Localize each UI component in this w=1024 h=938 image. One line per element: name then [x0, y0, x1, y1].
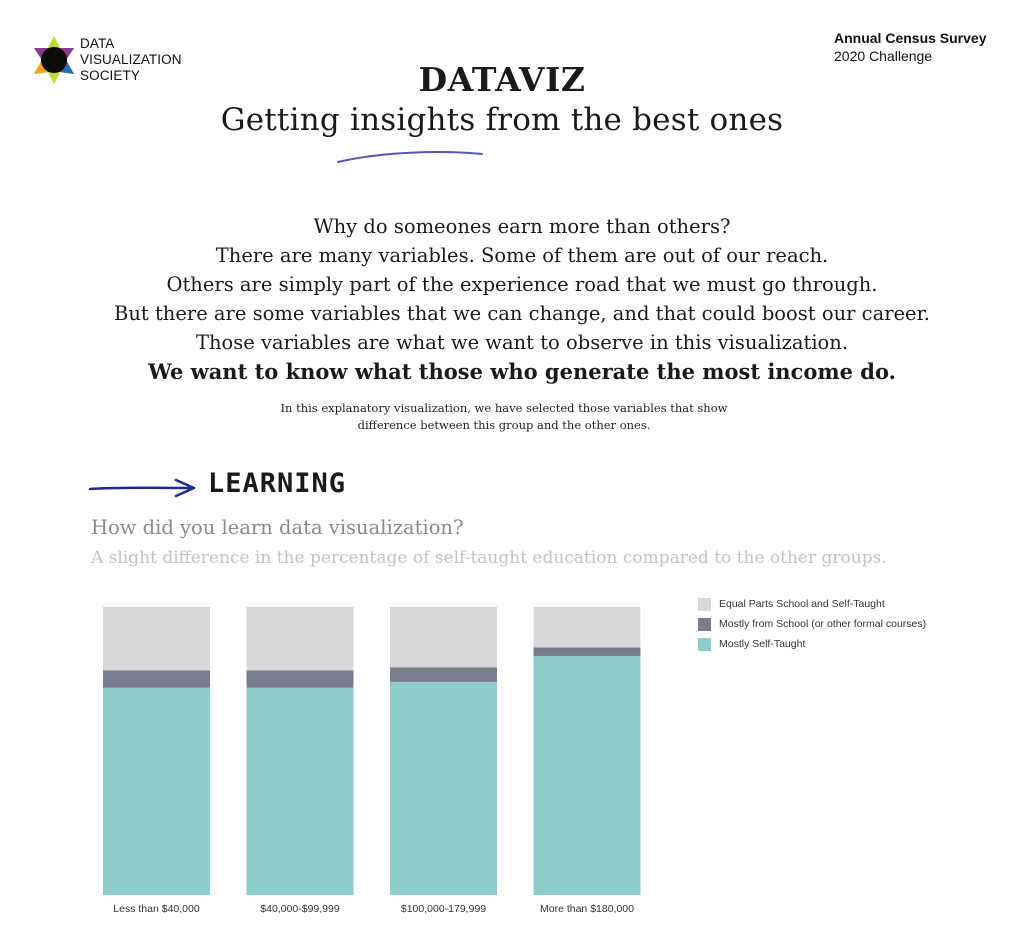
intro-line: Why do someones earn more than others?: [313, 215, 731, 238]
page-subtitle: Getting insights from the best ones: [220, 102, 784, 138]
bar-segment: [247, 670, 354, 687]
x-tick-label: Less than $40,000: [113, 903, 200, 915]
bar-segment: [247, 607, 354, 670]
arrow-icon: [88, 476, 200, 500]
legend-swatch: [698, 618, 711, 631]
bar-segment: [103, 688, 210, 895]
question-title: How did you learn data visualization?: [91, 516, 464, 539]
intro-line: There are many variables. Some of them are out of our reach.: [215, 244, 829, 267]
intro-text: [0, 212, 1024, 386]
bar-segment: [103, 607, 210, 670]
legend-swatch: [698, 638, 711, 651]
survey-subtitle: 2020 Challenge: [834, 48, 933, 64]
legend-item: [698, 634, 926, 654]
bar-segment: [390, 667, 497, 681]
legend-swatch: [698, 598, 711, 611]
intro-line: But there are some variables that we can change, and that could boost our career.: [114, 302, 930, 325]
legend-label: Equal Parts School and Self-Taught: [719, 598, 885, 610]
x-tick-label: $40,000-$99,999: [260, 903, 340, 915]
x-tick-label: $100,000-179,999: [400, 903, 487, 915]
underline-swoosh: [330, 146, 490, 166]
bar-segment: [247, 688, 354, 895]
bar-segment: [534, 607, 641, 647]
intro-line: Others are simply part of the experience road that we must go through.: [166, 273, 878, 296]
intro-line: Those variables are what we want to observe in this visualization.: [195, 331, 849, 354]
bar-segment: [534, 647, 641, 656]
chart-legend: [698, 594, 926, 654]
note-line: In this explanatory visualization, we have selected those variables that show: [280, 401, 728, 415]
section-title: LEARNING: [208, 468, 347, 499]
note-line: difference between this group and the other ones.: [357, 418, 651, 432]
stacked-bar-chart: [0, 590, 680, 930]
page-title: DATAVIZ: [418, 60, 586, 99]
note-text: [0, 400, 1008, 434]
logo-line: SOCIETY: [80, 68, 140, 83]
legend-item: [698, 614, 926, 634]
logo-line: DATA: [80, 36, 115, 51]
question-subtitle: A slight difference in the percentage of self-taught education compared to the other groups.: [91, 548, 887, 568]
x-tick-label: More than $180,000: [540, 903, 634, 915]
bar-segment: [390, 607, 497, 667]
bar-segment: [103, 670, 210, 687]
legend-item: [698, 594, 926, 614]
legend-label: Mostly Self-Taught: [719, 638, 806, 650]
legend-label: Mostly from School (or other formal courses): [719, 618, 927, 630]
intro-emphasis: We want to know what those who generate the most income do.: [148, 359, 896, 384]
bar-segment: [390, 682, 497, 895]
logo-line: VISUALIZATION: [80, 52, 182, 67]
survey-title: Annual Census Survey: [834, 30, 987, 46]
bar-segment: [534, 656, 641, 895]
